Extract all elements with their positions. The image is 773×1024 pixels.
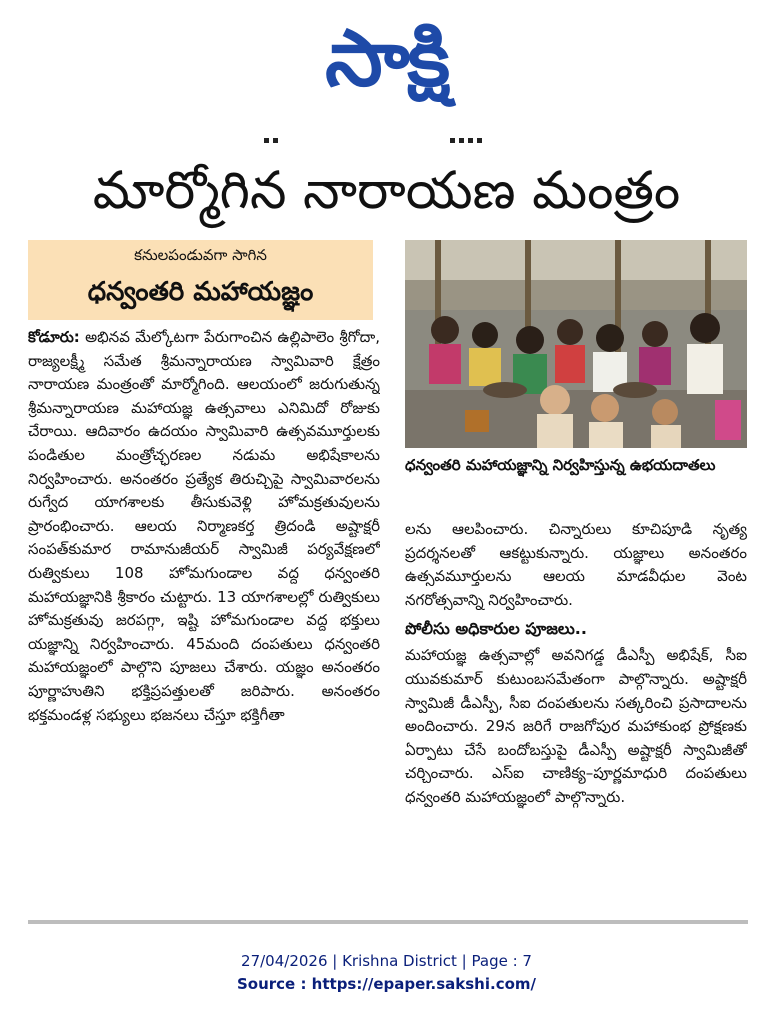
footer-divider [28,920,748,924]
article-body-left: అభినవ మేల్కోటగా పేరుగాంచిన ఉల్లిపాలెం శ్రీగోదా, రాజ్యలక్ష్మీ సమేత శ్రీమన్నారాయణ స్వామివారి క్షేత్రం నారాయణ మంత్రంతో మార్మోగింది. ఆలయంలో జరుగుతున్న శ్రీమన్నారాయణ మహాయజ్ఞ ఉత్సవాలు ఎనిమిదో రోజుకు చేరాయి. ఆదివారం ఉదయం స్వామివారి ఉత్సవమూర్తులకు పండితుల మంత్రోచ్ఛరణల నడుమ అభిషేకాలను నిర్వహించారు. అనంతరం ప్రత్యేక తిరుచ్చిపై స్వామివారలను రుగ్వేద యాగశాలకు తీసుకువెళ్లి హోమక్రతువులను ప్రారంభించారు. ఆలయ నిర్మాణకర్త త్రిదండి అష్టాక్షరీ సంపత్‌కుమార రామానుజీయర్ స్వామిజీ పర్యవేక్షణలో రుత్వికులు 108 హోమగుండాల వద్ద ధన్వంతరి మహాయజ్ఞానికి శ్రీకారం చుట్టారు. 13 యాగశాలల్లో రుత్వికులు హోమక్రతువు జరపగ్గా, ఇష్టి హోమగుండాల వద్ద భక్తులు యజ్ఞాన్ని నిర్వహించారు. 45మంది దంపతులు ధన్వంతరి మహాయజ్ఞంలో పాల్గొని పూజలు చేశారు. యజ్ఞం అనంతరం పూర్ణాహుతిని భక్తిప్రపత్తులతో జరిపారు. అనంతరం భక్తమండళ్ల సభ్యులు భజనలు చేస్తూ భక్తిగీతా [28,328,380,724]
photo-caption: ధన్వంతరి మహాయజ్ఞాన్ని నిర్వహిస్తున్న ఉభయదాతలు [405,456,716,474]
kicker-box [28,240,373,320]
article-photo [405,240,747,448]
page-footer [0,950,773,996]
footer-source-link[interactable]: Source : https://epaper.sakshi.com/ [236,975,536,993]
masthead [0,14,773,104]
article-body-right-top: లను ఆలపించారు. చిన్నారులు కూచిపూడి నృత్య ప్రదర్శనలతో ఆకట్టుకున్నారు. యజ్ఞాలు అనంతరం ఉత్సవమూర్తులను ఆలయ మాడవీధుల వెంట నగరోత్సవాన్ని నిర్వహించారు. [405,520,747,609]
kicker-title: ధన్వంతరి మహాయజ్ఞం [87,277,314,307]
footer-edition-info: 27/04/2026 | Krishna District | Page : 7 [241,952,532,970]
headline: మార్మోగిన నారాయణ మంత్రం [92,161,681,221]
kicker-subtitle: కనులపండువగా సాగిన [134,246,267,264]
article-column-right [405,518,747,916]
yagna-photo-illustration [405,240,747,448]
article-body-right-bottom: మహాయజ్ఞ ఉత్సవాల్లో అవనిగడ్డ డీఎస్పీ అభిషేక్, సీఐ యువకుమార్ కుటుంబసమేతంగా పాల్గొన్నారు. అష్టాక్షరీ స్వామిజీ డీఎస్పీ, సీఐ దంపతులను సత్కరించి ప్రసాదాలను అందించారు. 29న జరిగే రాజగోపుర మహాకుంభ ప్రోక్షణకు ఏర్పాటు చేసే బందోబస్తుపై డీఎస్పీ అష్టాక్షరీ స్వామిజీతో చర్చించారు. ఎస్ఐ చాణిక్య–పూర్ణమాధురి దంపతులు ధన్వంతరి మహాయజ్ఞంలో పాల్గొన్నారు. [405,646,747,806]
article-column-left [28,326,380,916]
newspaper-logo: సాక్షి [324,14,448,104]
dateline: కోడూరు: [28,328,80,346]
decorative-dots-right [448,128,484,134]
subheading: పోలీసు అధికారుల పూజలు.. [405,619,587,639]
decorative-dots-left [262,128,280,134]
